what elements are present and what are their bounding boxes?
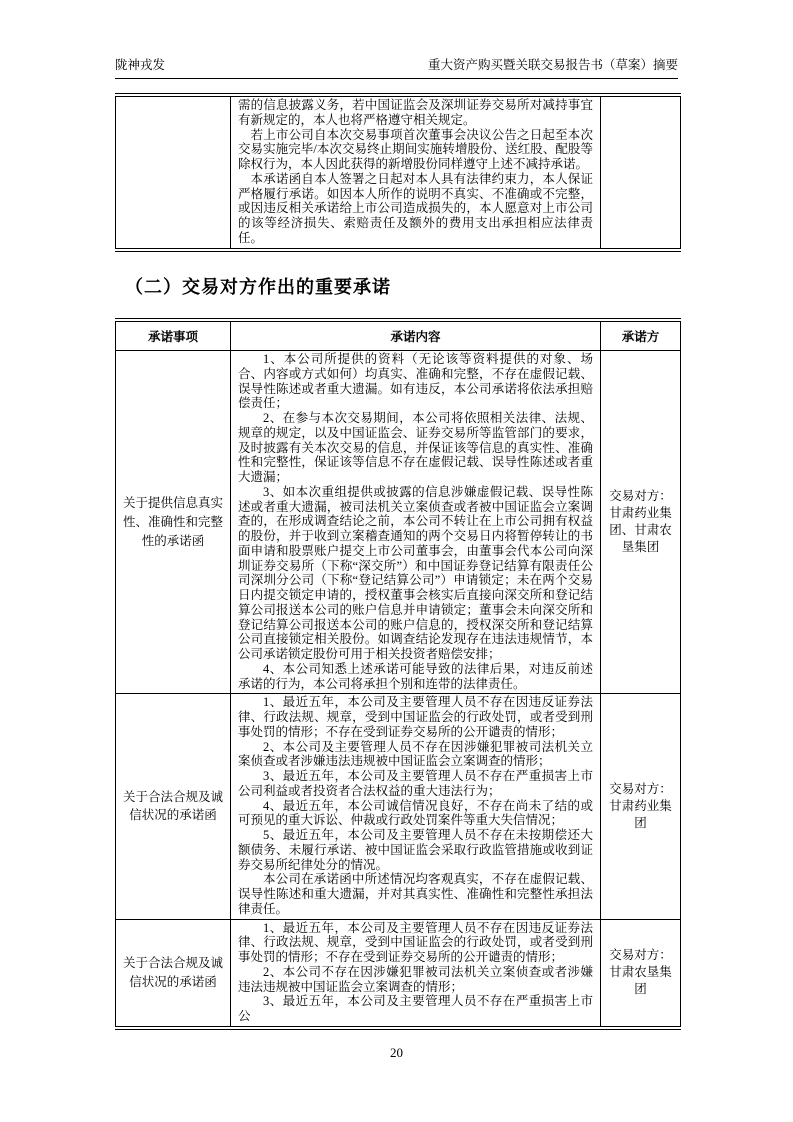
commitment-paragraph: 3、如本次重组提供或披露的信息涉嫌虚假记载、误导性陈述或者重大遗漏，被司法机关立案侦查或者被中国证监会立案调查的，在形成调查结论之前，本公司不转让在上市公司拥有权益的股份，并于收到立案稽查通知的两个交易日内将暂停转让的书面申请和股票账户提交上市公司董事会，由董事会代本公司向深圳证券交易所（下称“深交所”）和中国证券登记结算有限责任公司深圳分公司（下称“登记结算公司”）申请锁定；未在两个交易日内提交锁定申请的，授权董事会核实后直接向深交所和登记结算公司报送本公司的账户信息并申请锁定；董事会未向深交所和登记结算公司报送本公司的账户信息的，授权深交所和登记结算公司直接锁定相关股份。如调查结论发现存在违法违规情节，本公司承诺锁定股份可用于相关投资者赔偿安排；: [238, 484, 593, 661]
column-header-party: 承诺方: [601, 320, 681, 351]
commitment-paragraph: 2、在参与本次交易期间，本公司将依照相关法律、法规、规章的规定，以及中国证监会、证券交易所等监管部门的要求，及时披露有关本次交易的信息，并保证该等信息的真实性、准确性和完整性，保证该等信息不存在虚假记载、误导性陈述或者重大遗漏；: [238, 411, 593, 484]
section-title: （二）交易对方作出的重要承诺: [125, 276, 391, 297]
continuation-table: [115, 93, 681, 252]
commitment-paragraph: 本公司在承诺函中所述情况均客观真实，不存在虚假记载、误导性陈述和重大遗漏，并对其真实性、准确性和完整性承担法律责任。: [238, 872, 593, 916]
table-row: [116, 694, 681, 919]
continuation-item-cell: [116, 95, 231, 250]
header-right-title: 重大资产购买暨关联交易报告书（草案）摘要: [427, 58, 678, 72]
commitment-paragraph: 3、最近五年，本公司及主要管理人员不存在严重损害上市公: [238, 994, 593, 1023]
commitment-paragraph: 本承诺函自本人签署之日起对本人具有法律约束力，本人保证严格履行承诺。如因本人所作的说明不真实、不准确或不完整，或因违反相关承诺给上市公司造成损失的，本人愿意对上市公司的该等经济损失、索赔责任及额外的费用支出承担相应法律责任。: [238, 171, 593, 245]
commitment-paragraph: 1、最近五年，本公司及主要管理人员不存在因违反证券法律、行政法规、规章，受到中国证监会的行政处罚，或者受到刑事处罚的情形；不存在受到证券交易所的公开谴责的情形；: [238, 920, 593, 964]
table-row: [116, 95, 681, 250]
commitment-paragraph: 1、最近五年，本公司及主要管理人员不存在因违反证券法律、行政法规、规章，受到中国证监会的行政处罚，或者受到刑事处罚的情形；不存在受到证券交易所的公开谴责的情形；: [238, 695, 593, 739]
commitment-content-cell: [231, 351, 601, 694]
table-row: [116, 351, 681, 694]
commitment-paragraph: 需的信息披露义务，若中国证监会及深圳证券交易所对减持事宜有新规定的，本人也将严格遵守相关规定。: [238, 98, 593, 127]
column-header-content: 承诺内容: [231, 320, 601, 351]
commitment-content-cell: [231, 919, 601, 1028]
page-header: [115, 55, 678, 79]
commitment-party-cell: 交易对方：甘肃药业集团: [601, 694, 681, 919]
commitment-content-cell: [231, 694, 601, 919]
commitment-paragraph: 1、本公司所提供的资料（无论该等资料提供的对象、场合、内容或方式如何）均真实、准确和完整，不存在虚假记载、误导性陈述或者重大遗漏。如有违反，本公司承诺将依法承担赔偿责任；: [238, 352, 593, 411]
commitment-party-cell: 交易对方：甘肃药业集团、甘肃农垦集团: [601, 351, 681, 694]
commitments-table: [115, 318, 681, 1030]
commitment-paragraph: 2、本公司及主要管理人员不存在因涉嫌犯罪被司法机关立案侦查或者涉嫌违法违规被中国证监会立案调查的情形；: [238, 739, 593, 769]
page-number: 20: [390, 1044, 403, 1060]
commitment-paragraph: 若上市公司自本次交易事项首次董事会决议公告之日起至本次交易实施完毕/本次交易终止期间实施转增股份、送红股、配股等除权行为，本人因此获得的新增股份同样遵守上述不减持承诺。: [238, 127, 593, 171]
header-left-title: 陇神戎发: [115, 58, 166, 72]
commitment-paragraph: 5、最近五年，本公司及主要管理人员不存在未按期偿还大额债务、未履行承诺、被中国证监会采取行政监管措施或收到证券交易所纪律处分的情况。: [238, 828, 593, 872]
continuation-party-cell: [601, 95, 681, 250]
continuation-content-cell: [231, 95, 601, 250]
table-header-row: [116, 320, 681, 351]
commitment-paragraph: 4、最近五年，本公司诚信情况良好，不存在尚未了结的或可预见的重大诉讼、仲裁或行政处罚案件等重大失信情况；: [238, 798, 593, 828]
commitment-party-cell: 交易对方：甘肃农垦集团: [601, 919, 681, 1028]
commitment-item-cell: 关于合法合规及诚信状况的承诺函: [116, 694, 231, 919]
commitment-paragraph: 4、本公司知悉上述承诺可能导致的法律后果，对违反前述承诺的行为，本公司将承担个别和连带的法律责任。: [238, 661, 593, 691]
commitment-item-cell: 关于提供信息真实性、准确性和完整性的承诺函: [116, 351, 231, 694]
commitment-item-cell: 关于合法合规及诚信状况的承诺函: [116, 919, 231, 1028]
column-header-item: 承诺事项: [116, 320, 231, 351]
table-row: [116, 919, 681, 1028]
commitment-paragraph: 2、本公司不存在因涉嫌犯罪被司法机关立案侦查或者涉嫌违法违规被中国证监会立案调查的情形；: [238, 964, 593, 994]
commitment-paragraph: 3、最近五年，本公司及主要管理人员不存在严重损害上市公司利益或者投资者合法权益的重大违法行为；: [238, 769, 593, 798]
